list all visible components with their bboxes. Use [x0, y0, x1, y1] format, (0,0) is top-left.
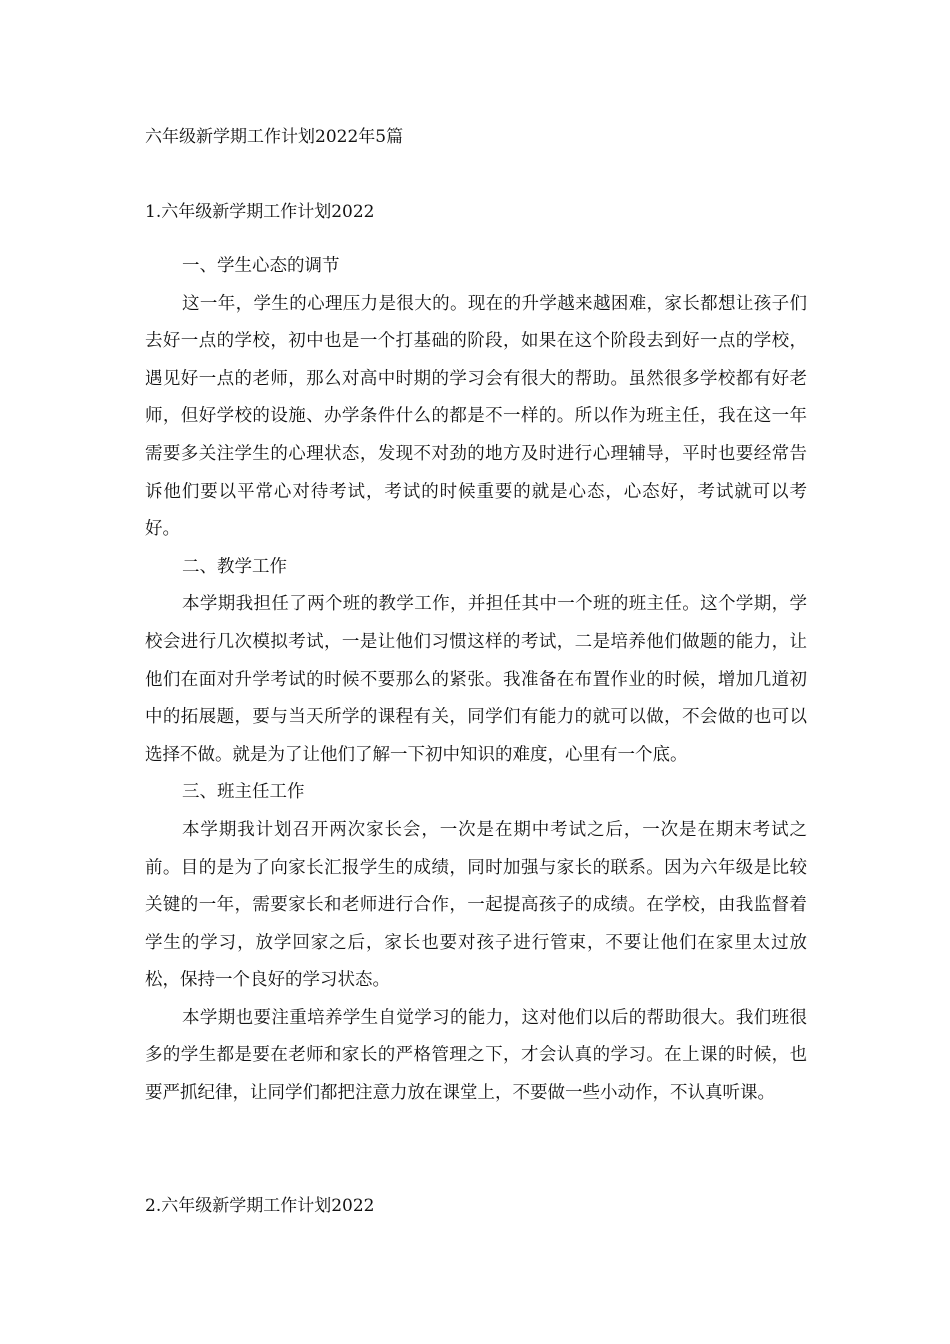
section-1-body [145, 248, 807, 1113]
section-heading-1: 1.六年级新学期工作计划2022 [145, 202, 375, 222]
section-heading-2: 2.六年级新学期工作计划2022 [145, 1196, 375, 1216]
document-title: 六年级新学期工作计划2022年5篇 [145, 127, 404, 147]
subsection-heading: 一、学生心态的调节 [182, 256, 340, 276]
paragraph: 本学期我担任了两个班的教学工作，并担任其中一个班的班主任。这个学期，学校会进行几次模拟考试，一是让他们习惯这样的考试，二是培养他们做题的能力，让他们在面对升学考试的时候不要那么的紧张。我准备在布置作业的时候，增加几道初中的拓展题，要与当天所学的课程有关，同学们有能力的就可以做，不会做的也可以选择不做。就是为了让他们了解一下初中知识的难度，心里有一个底。 [145, 594, 807, 765]
subsection-heading: 三、班主任工作 [182, 782, 305, 803]
subsection-heading: 二、教学工作 [182, 556, 287, 577]
paragraph: 这一年，学生的心理压力是很大的。现在的升学越来越困难，家长都想让孩子们去好一点的学校，初中也是一个打基础的阶段，如果在这个阶段去到好一点的学校，遇见好一点的老师，那么对高中时期的学习会有很大的帮助。虽然很多学校都有好老师，但好学校的设施、办学条件什么的都是不一样的。所以作为班主任，我在这一年需要多关注学生的心理状态，发现不对劲的地方及时进行心理辅导，平时也要经常告诉他们要以平常心对待考试，考试的时候重要的就是心态，心态好，考试就可以考好。 [145, 293, 807, 540]
paragraph: 本学期也要注重培养学生自觉学习的能力，这对他们以后的帮助很大。我们班很多的学生都是要在老师和家长的严格管理之下，才会认真的学习。在上课的时候，也要严抓纪律，让同学们都把注意力放在课堂上，不要做一些小动作，不认真听课。 [145, 1007, 807, 1104]
paragraph: 本学期我计划召开两次家长会，一次是在期中考试之后，一次是在期末考试之前。目的是为了向家长汇报学生的成绩，同时加强与家长的联系。因为六年级是比较关键的一年，需要家长和老师进行合作，一起提高孩子的成绩。在学校，由我监督着学生的学习，放学回家之后，家长也要对孩子进行管束，不要让他们在家里太过放松，保持一个良好的学习状态。 [145, 819, 807, 991]
